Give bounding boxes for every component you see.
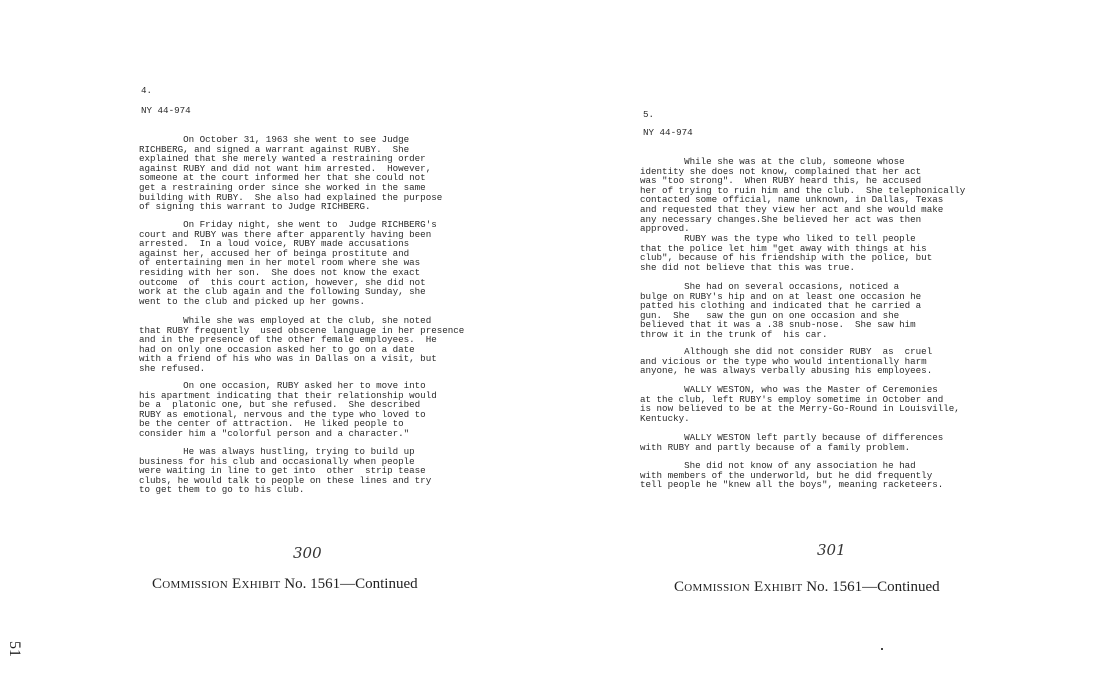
left-paragraph-1: On October 31, 1963 she went to see Judge RICHBERG, and signed a warrant against RUBY. She explained that she merely wanted a restraining order against RUBY and did not want him arrested. However, someone at the court informed her that she could not get a restraining order since she worked in the same building with RUBY. She also had explained the purpose of signing this warrant to Judge RICHBERG. (139, 134, 443, 213)
right-caption-rest: No. 1561—Continued (806, 579, 940, 595)
right-paragraph-5: WALLY WESTON, who was the Master of Ceremonies at the club, left RUBY's employ sometime in October and is now believed to be at the Merry-Go-Round in Louisville, Kentucky. (640, 384, 960, 424)
stray-mark (881, 648, 883, 650)
right-file-number: NY 44-974 (643, 127, 693, 138)
right-paragraph-6: WALLY WESTON left partly because of differences with RUBY and partly because of a family problem. (640, 432, 944, 453)
right-paragraph-2: RUBY was the type who liked to tell people that the police let him "get away with things at his club", because of his friendship with the police, but she did not believe that this was true. (640, 233, 933, 273)
right-caption-prefix: Commission Exhibit (674, 579, 803, 595)
right-page-number: 5. (643, 109, 655, 120)
left-page-number: 4. (141, 85, 153, 96)
left-paragraph-5: He was always hustling, trying to build up business for his club and occasionally when people were waiting in line to get into other strip tease clubs, he would talk to people on these lines and try to get them to go to his club. (139, 446, 432, 496)
left-paragraph-2: On Friday night, she went to Judge RICHBERG's court and RUBY was there after apparently having been arrested. In a loud voice, RUBY made accusations against her, accused her of beinga prostitute and of entertaining men in her motel room where she was residing with her son. She does not know the exact outcome of this court action, however, she did not work at the club again and the following Sunday, she went to the club and picked up her gowns. (139, 219, 437, 307)
right-paragraph-1: While she was at the club, someone whose identity she does not know, complained that her act was "too strong". When RUBY heard this, he accused her of trying to ruin him and the club. She telephonically contacted some official, name unknown, in Dallas, Texas and requested that they view her act and she would make any necessary changes.She believed her act was then approved. (640, 156, 966, 235)
left-paragraph-4: On one occasion, RUBY asked her to move into his apartment indicating that their relationship would be a platonic one, but she refused. She described RUBY as emotional, nervous and the type who loved to be the center of attraction. He liked people to consider him a "colorful person and a character." (139, 380, 437, 439)
left-caption-prefix: Commission Exhibit (152, 576, 281, 592)
left-caption-rest: No. 1561—Continued (284, 576, 418, 592)
right-paragraph-7: She did not know of any association he had with members of the underworld, but he did frequently tell people he "knew all the boys", meaning racketeers. (640, 460, 944, 491)
right-paragraph-3: She had on several occasions, noticed a bulge on RUBY's hip and on at least one occasion he patted his clothing and indicated that he carried a gun. She saw the gun on one occasion and she believed that it was a .38 snub-nose. She saw him throw it in the trunk of his car. (640, 281, 922, 340)
right-paragraph-4: Although she did not consider RUBY as cruel and vicious or the type who would intentionally harm anyone, he was always verbally abusing his employees. (640, 346, 933, 377)
right-handwritten-page-number: 301 (817, 541, 846, 559)
side-page-number: 51 (6, 641, 23, 657)
left-handwritten-page-number: 300 (293, 544, 322, 562)
left-file-number: NY 44-974 (141, 105, 191, 116)
right-exhibit-caption (674, 579, 940, 596)
left-exhibit-caption (152, 576, 418, 593)
left-paragraph-3: While she was employed at the club, she noted that RUBY frequently used obscene language in her presence and in the presence of the other female employees. He had on only one occasion asked her to go on a date with a friend of his who was in Dallas on a visit, but she refused. (139, 315, 465, 374)
